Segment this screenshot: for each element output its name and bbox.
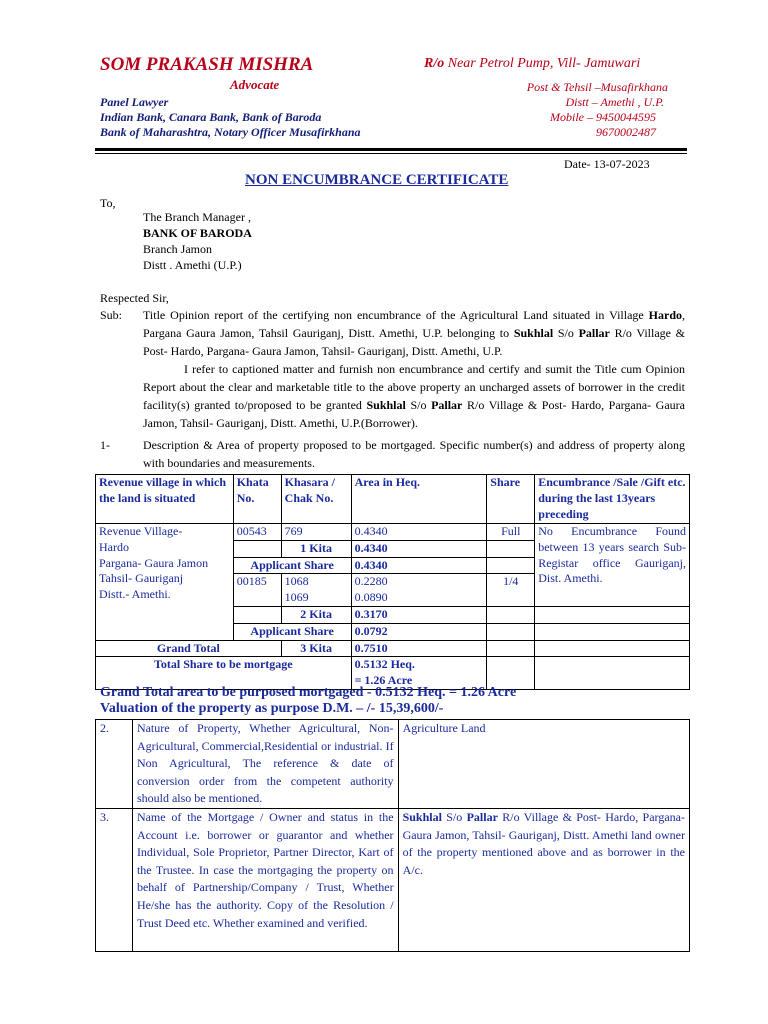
addressee-district: Distt . Amethi (U.P.) [143,258,242,272]
row-2-question: Nature of Property, Whether Agricultural, Non-Agricultural, Commercial,Residential or industrial. If Non Agricultural, The reference & date of conversion order from the competent authority should also be mentioned. [132,720,398,809]
row-3-question: Name of the Mortgage / Owner and status in the Account i.e. borrower or guarantor and whether Individual, Sole Proprietor, Partner Director, Kart of the Trustee. In case the mortgaging the property on behalf of Partnership/Company / Trust, Whether He/she has the authority. Copy of the Resolution / Trust Deed etc. Whether examined and verified. [132,808,398,951]
row-3-number: 3. [96,808,133,951]
encumbrance-cell: No Encumbrance Found between 13 years search Sub-Registar office Gauriganj, Dist. Amethi. [535,524,690,607]
header-encumbrance: Encumbrance /Sale /Gift etc. during the last 13years preceding [535,475,690,524]
banks-line-2: Bank of Maharashtra, Notary Officer Musafirkhana [100,125,361,139]
mobile: Mobile – 9450044595 [550,110,656,124]
grand-total-line: Grand Total area to be purposed mortgaged - 0.5132 Heq. = 1.26 Acre [100,685,517,700]
total-share-value: 0.5132 Heq. = 1.26 Acre [351,657,487,690]
header-village: Revenue village in which the land is situated [96,475,234,524]
kita-1: 1 Kita [281,540,351,557]
khasara-2a: 1068 [281,574,351,590]
mobile-2: 9670002487 [596,125,656,139]
table-row [96,808,690,951]
table-row [96,524,690,541]
table-header-row [96,475,690,524]
row-3-answer: Sukhlal S/o Pallar R/o Village & Post- Hardo, Pargana- Gaura Jamon, Tahsil- Gauriganj, Distt. Amethi land owner of the property mentioned above and as borrower in the A/c. [398,808,689,951]
khata-2: 00185 [233,574,281,607]
applicant-share-1: 0.4340 [351,557,487,574]
residence-address: R/o Near Petrol Pump, Vill- Jamuwari [424,56,641,71]
item-1-number: 1- [100,438,110,452]
advocate-title: Advocate [230,77,280,92]
area-2a: 0.2280 [351,574,487,590]
salutation: Respected Sir, [100,291,169,305]
kita-1-area: 0.4340 [351,540,487,557]
row-2-answer: Agriculture Land [398,720,689,809]
applicant-share-1-label: Applicant Share [233,557,351,574]
village-cell: Revenue Village- Hardo Pargana- Gaura Jamon Tahsil- Gauriganj Distt.- Amethi. [96,524,234,641]
district: Distt – Amethi , U.P. [565,95,664,109]
header-rule-thin [95,153,687,154]
table-row [96,640,690,657]
valuation-line: Valuation of the property as purpose D.M. – /- 15,39,600/- [100,701,444,716]
area-1: 0.4340 [351,524,487,541]
share-1: Full [487,524,535,541]
subject-label: Sub: [100,308,123,322]
banks-line-1: Indian Bank, Canara Bank, Bank of Baroda [100,110,322,124]
addressee-line-1: The Branch Manager , [143,210,251,224]
table-row [96,720,690,809]
header-area: Area in Heq. [351,475,487,524]
area-2b: 0.0890 [351,590,487,606]
post-tehsil: Post & Tehsil –Musafirkhana [526,80,668,94]
details-table [95,719,690,952]
refer-paragraph: I refer to captioned matter and furnish non encumbrance and certify and sumit the Title cum Opinion Report about the clear and marketable title to the above property an uncharged assets of borrower in the credit facility(s) granted to/proposed to be granted Sukhlal S/o Pallar R/o Village & Post- Hardo, Pargana- Gaura Jamon, Tahsil- Gauriganj, Distt. Amethi, U.P.(Borrower). [143,362,685,431]
date: Date- 13-07-2023 [564,157,650,171]
kita-2-area: 0.3170 [351,606,487,623]
khasara-1: 769 [281,524,351,541]
grand-total-kita: 3 Kita [281,640,351,657]
total-share-label: Total Share to be mortgage [96,657,352,690]
row-2-number: 2. [96,720,133,809]
item-1-text: Description & Area of property proposed to be mortgaged. Specific number(s) and address of property along with boundaries and measurements. [143,438,685,471]
header-khata: Khata No. [233,475,281,524]
grand-total-label: Grand Total [96,640,282,657]
header-rule [95,148,687,151]
kita-2: 2 Kita [281,606,351,623]
advocate-name: SOM PRAKASH MISHRA [100,54,314,75]
document-title: NON ENCUMBRANCE CERTIFICATE [245,172,509,188]
share-2: 1/4 [487,574,535,607]
header-share: Share [487,475,535,524]
header-khasara: Khasara / Chak No. [281,475,351,524]
addressee-branch: Branch Jamon [143,242,212,256]
applicant-share-2-label: Applicant Share [233,623,351,640]
addressee-bank: BANK OF BARODA [143,226,252,240]
subject-text: Title Opinion report of the certifying non encumbrance of the Agricultural Land situated in Village Hardo, Pargana Gaura Jamon, Tahsil Gauriganj, Distt. Amethi, U.P. belonging to Sukhlal S/o Pallar R/o Village & Post- Hardo, Pargana- Gaura Jamon, Tahsil- Gauriganj, Distt. Amethi, U.P. [143,308,685,359]
khasara-2b: 1069 [281,590,351,606]
to-label: To, [100,196,116,210]
grand-total-area: 0.7510 [351,640,487,657]
khata-1: 00543 [233,524,281,541]
land-table [95,474,690,690]
applicant-share-2: 0.0792 [351,623,487,640]
panel-lawyer: Panel Lawyer [100,95,169,109]
